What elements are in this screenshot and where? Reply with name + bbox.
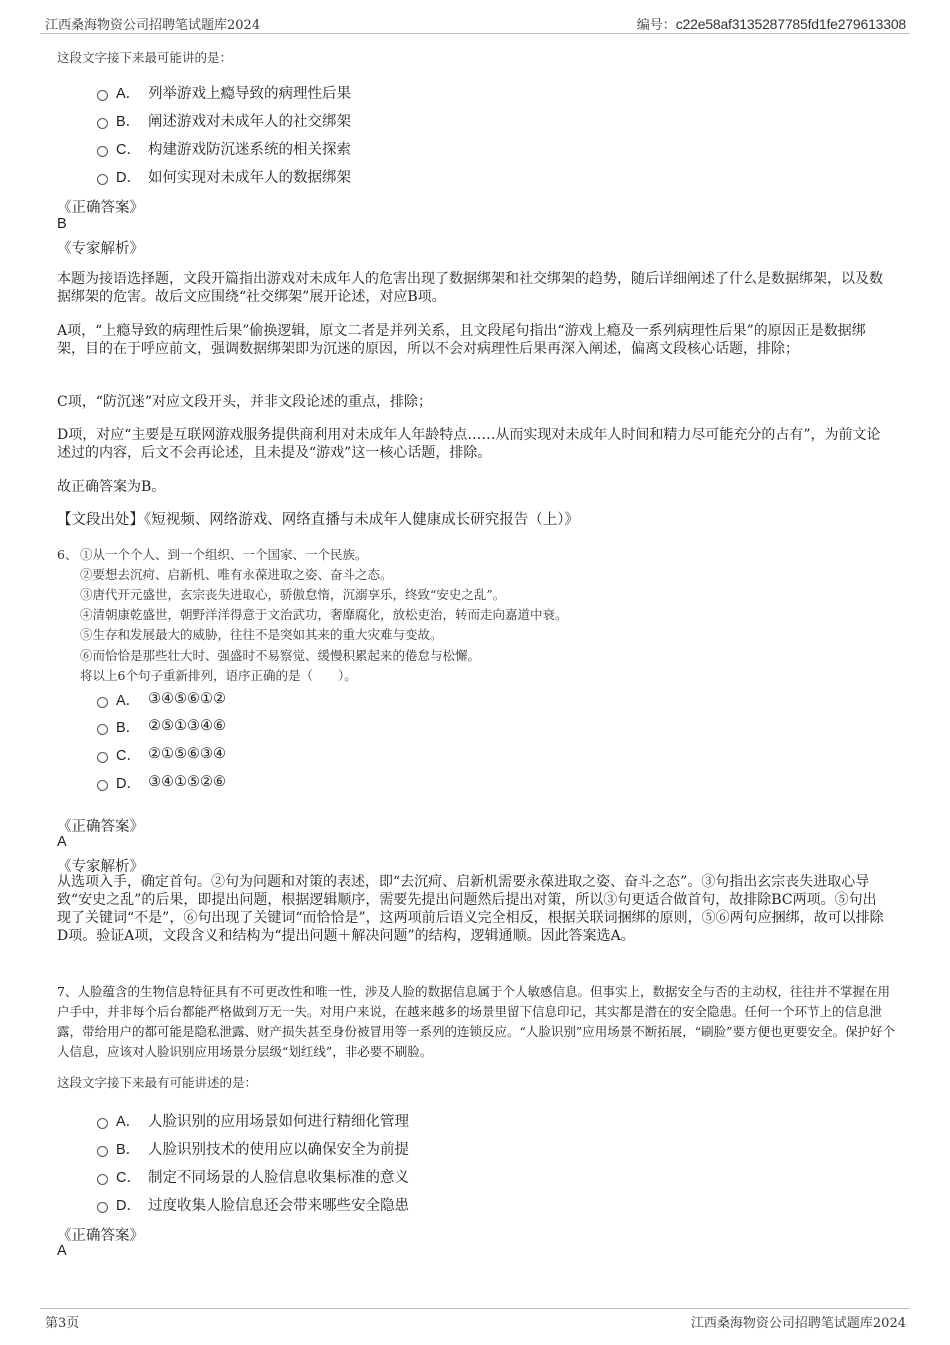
q5-analysis-1: 本题为接语选择题，文段开篇指出游戏对未成年人的危害出现了数据绑架和社交绑架的趋势，随后详细阐述了什么是数据绑架，以及数据绑架的危害。故后文应围绕“社交绑架”展开论述，对应B项。 xyxy=(57,271,883,305)
q6-line-6: ⑥而恰恰是那些壮大时、强盛时不易察觉、缓慢积累起来的倦怠与松懈。 xyxy=(80,648,481,663)
q7-stem: 这段文字接下来最有可能讲述的是： xyxy=(57,1075,258,1090)
q7-answer: A xyxy=(57,1243,67,1259)
footer-page: 第3页 xyxy=(45,1316,80,1331)
q7-option-a[interactable]: A． 人脸识别的应用场景如何进行精细化管理 xyxy=(97,1110,409,1130)
radio-icon[interactable] xyxy=(97,1174,108,1185)
q5-option-a[interactable]: A． 列举游戏上瘾导致的病理性后果 xyxy=(97,82,351,102)
q7-passage xyxy=(57,982,897,1062)
q5-analysis-3: C项，“防沉迷”对应文段开头，并非文段论述的重点，排除； xyxy=(57,394,433,410)
q7-option-d[interactable]: D． 过度收集人脸信息还会带来哪些安全隐患 xyxy=(97,1194,409,1214)
q5-analysis-2: A项，“上瘾导致的病理性后果”偷换逻辑，原文二者是并列关系，且文段尾句指出“游戏上瘾及一系列病理性后果”的原因正是数据绑架，目的在于呼应前文，强调数据绑架即为沉迷的原因，所以不会对病理性后果再深入阐述，偏离文段核心话题，排除； xyxy=(57,323,866,357)
q5-stem: 这段文字接下来最可能讲的是： xyxy=(57,50,233,65)
q5-source: 【文段出处】《短视频、网络游戏、网络直播与未成年人健康成长研究报告（上）》 xyxy=(57,512,579,528)
q7-option-b[interactable]: B． 人脸识别技术的使用应以确保安全为前提 xyxy=(97,1138,409,1158)
q5-analysis-5: 故正确答案为B。 xyxy=(57,479,166,495)
q6-line-5: ⑤生存和发展最大的威胁，往往不是突如其来的重大灾难与变故。 xyxy=(80,627,443,642)
radio-icon[interactable] xyxy=(97,90,108,101)
header-company: 江西桑海物资公司招聘笔试题库2024 xyxy=(45,18,261,33)
q6-line-3: ③唐代开元盛世，玄宗丧失进取心，骄傲怠惰，沉溺享乐，终致“安史之乱”。 xyxy=(80,587,506,602)
radio-icon[interactable] xyxy=(97,724,108,735)
radio-icon[interactable] xyxy=(97,174,108,185)
q6-line-1: ①从一个个人、到一个组织、一个国家、一个民族。 xyxy=(80,547,368,562)
q6-analysis-label: 《专家解析》 xyxy=(57,859,144,875)
q6-question: 将以上6个句子重新排列，语序正确的是（ ）。 xyxy=(80,668,357,683)
q6-number: 6、 xyxy=(57,547,78,562)
radio-icon[interactable] xyxy=(97,697,108,708)
header-code-label: 编号： xyxy=(636,18,676,33)
q5-answer: B xyxy=(57,216,67,232)
footer-company: 江西桑海物资公司招聘笔试题库2024 xyxy=(690,1316,906,1331)
q5-option-c[interactable]: C． 构建游戏防沉迷系统的相关探索 xyxy=(97,138,351,158)
q6-line-2: ②要想去沉疴、启新机、唯有永葆进取之姿、奋斗之态。 xyxy=(80,567,393,582)
q5-answer-label: 《正确答案》 xyxy=(57,200,144,216)
q7-passage-text: 人脸蕴含的生物信息特征具有不可更改性和唯一性，涉及人脸的数据信息属于个人敏感信息。但事实上，数据安全与否的主动权，往往并不掌握在用户手中，并非每个后台都能严格做到万无一失。对用户来说，在越来越多的场景里留下信息印记，其实都是潜在的安全隐患。任何一个环节上的信息泄露，带给用户的都可能是隐私泄露、财产损失甚至身份被冒用等一系列的连锁反应。“人脸识别”应用场景不断拓展，“刷脸”要方便也更要安全。保护好个人信息，应该对人脸识别应用场景分层级“划红线”，非必要不刷脸。 xyxy=(57,984,896,1059)
q6-option-b[interactable]: B． ②⑤①③④⑥ xyxy=(97,716,226,736)
q6-option-c[interactable]: C． ②①⑤⑥③④ xyxy=(97,744,226,764)
footer-rule xyxy=(40,1308,910,1309)
q6-option-d[interactable]: D． ③④①⑤②⑥ xyxy=(97,772,226,792)
q5-option-d[interactable]: D． 如何实现对未成年人的数据绑架 xyxy=(97,166,351,186)
header-rule xyxy=(40,33,910,34)
q7-number: 7、 xyxy=(57,984,78,999)
q7-answer-label: 《正确答案》 xyxy=(57,1228,144,1244)
header-code-value: c22e58af3135287785fd1fe279613308 xyxy=(675,16,906,32)
radio-icon[interactable] xyxy=(97,780,108,791)
q6-answer: A xyxy=(57,834,67,850)
radio-icon[interactable] xyxy=(97,752,108,763)
q7-option-c[interactable]: C． 制定不同场景的人脸信息收集标准的意义 xyxy=(97,1166,409,1186)
radio-icon[interactable] xyxy=(97,118,108,129)
radio-icon[interactable] xyxy=(97,1146,108,1157)
q5-option-b[interactable]: B． 阐述游戏对未成年人的社交绑架 xyxy=(97,110,351,130)
q6-answer-label: 《正确答案》 xyxy=(57,819,144,835)
q5-analysis-4: D项，对应“主要是互联网游戏服务提供商利用对未成年人年龄特点……从而实现对未成年人时间和精力尽可能充分的占有”，为前文论述过的内容，后文不会再论述，且未提及“游戏”这一核心话题，排除。 xyxy=(57,427,881,461)
radio-icon[interactable] xyxy=(97,146,108,157)
q5-analysis-label: 《专家解析》 xyxy=(57,241,144,257)
q6-analysis: 从选项入手，确定首句。②句为问题和对策的表述，即“去沉疴、启新机需要永葆进取之姿、奋斗之态”。③句指出玄宗丧失进取心导致“安史之乱”的后果，即提出问题，根据逻辑顺序，需要先提出问题然后提出对策，所以③句更适合做首句，故排除BC两项。⑤句出现了关键词“不是”，⑥句出现了关键词“而恰恰是”，这两项前后语义完全相反，根据关联词捆绑的原则，⑤⑥两句应捆绑，故可以排除D项。验证A项，文段含义和结构为“提出问题＋解决问题”的结构，逻辑通顺。因此答案选A。 xyxy=(57,874,884,944)
radio-icon[interactable] xyxy=(97,1202,108,1213)
radio-icon[interactable] xyxy=(97,1118,108,1129)
header-code xyxy=(637,14,906,33)
q6-option-a[interactable]: A． ③④⑤⑥①② xyxy=(97,689,226,709)
q6-line-4: ④清朝康乾盛世，朝野洋洋得意于文治武功，奢靡腐化，放松吏治，转而走向嘉道中衰。 xyxy=(80,607,568,622)
